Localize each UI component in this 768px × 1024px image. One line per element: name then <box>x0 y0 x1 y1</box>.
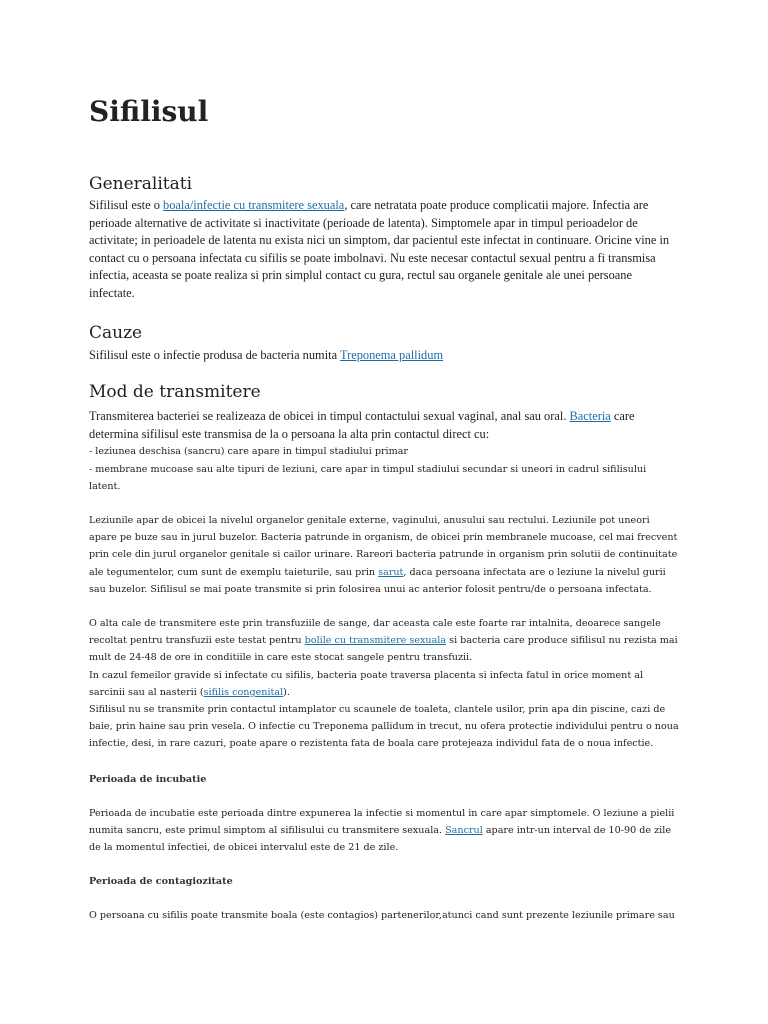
paragraph-nu-se-transmite: Sifilisul nu se transmite prin contactul intamplator cu scaunele de toaleta, clantele usilor, prin apa din piscine, cazi de baie, prin haine sau prin vesela. O infectie cu Treponema pallidum in trecut, nu ofera protectie individului pentru o noua infectie, desi, in rare cazuri, poate apare o rezistenta fata de boala care protejeaza individul fata de o noua infectie. <box>89 703 679 750</box>
paragraph-gravide <box>89 667 679 701</box>
text-run: In cazul femeilor gravide si infectate cu sifilis, bacteria poate traversa placenta si infecta fatul in orice moment al sarcinii sau al nasterii ( <box>89 669 644 698</box>
paragraph-cauze <box>89 347 679 365</box>
text-run: apare intr-un interval de 10-90 de zile de la momentul infectiei, de obicei intervalul este de 21 de zile. <box>89 824 671 853</box>
text-run: Perioada de incubatie este perioada dintre expunerea la infectie si momentul in care apar simptomele. O leziune a pielii numita sancru, este primul simptom al sifilisului cu transmitere sexuala. <box>89 807 675 836</box>
paragraph-transfuzii <box>89 615 679 667</box>
text-run: si bacteria care produce sifilisul nu rezista mai mult de 24-48 de ore in conditiile in care este stocat sangele pentru transfuzii. <box>89 635 678 664</box>
text-run: Leziunile apar de obicei la nivelul organelor genitale externe, vaginului, anusului sau rectului. Leziunile pot uneori apare pe buze sau in jurul buzelor. Bacteria patrunde in organism, de obicei prin membranele mucoase, cel mai frecvent prin cele din jurul organelor genitale si cailor urinare. Rareori bacteria patrunde in organism prin solutii de continuitate ale tegumentelor, cum sunt de exemplu taieturile, sau prin <box>89 514 678 578</box>
text-run: , care netratata poate produce complicatii majore. Infectia are perioade alternative de activitate si inactivitate (perioade de latenta). Simptomele apar in timpul perioadelor de activitate; in perioadele de latenta nu exista nici un simptom, dar pacientul este infectat in continuare. Oricine vine in contact cu o persoana infectata cu sifilis se poate imbolnavi. Nu este necesar contactul sexual pentru a fi transmisa infectia, aceasta se poate realiza si prin simplul contact cu gura, rectul sau organele genitale ale unei persoane infectate. <box>89 198 670 300</box>
paragraph-generalitati <box>89 197 679 303</box>
link-sifilis-congenital[interactable]: sifilis congenital <box>203 686 284 698</box>
section-heading-generalitati: Generalitati <box>89 174 193 194</box>
subheading-incubatie: Perioada de incubatie <box>89 773 207 785</box>
paragraph-incubatie <box>89 805 679 857</box>
link-sarut[interactable]: sarut <box>378 566 404 578</box>
paragraph-leziuni <box>89 512 679 598</box>
text-run: care determina sifilisul este transmisa de la o persoana la alta prin contactul direct cu: <box>89 409 635 441</box>
link-bolile-transmitere-sexuala[interactable]: bolile cu transmitere sexuala <box>304 635 447 647</box>
section-heading-mod-transmitere: Mod de transmitere <box>89 382 261 403</box>
link-sancrul[interactable]: Sancrul <box>445 824 483 836</box>
text-run: O alta cale de transmitere este prin transfuziile de sange, dar aceasta cale este foarte rar intalnita, deoarece sangele recoltat pentru transfuzii este testat pentru <box>89 617 661 647</box>
text-run: Sifilisul este o infectie produsa de bacteria numita <box>89 347 340 362</box>
page-title: Sifilisul <box>89 95 209 128</box>
section-heading-cauze: Cauze <box>89 322 143 343</box>
link-bacteria[interactable]: Bacteria <box>569 409 611 424</box>
paragraph-mod-intro <box>89 408 679 443</box>
link-boala-transmitere-sexuala[interactable]: boala/infectie cu transmitere sexuala <box>163 198 345 212</box>
text-run: , daca persoana infectata are o leziune la nivelul gurii sau buzelor. Sifilisul se mai poate transmite si prin folosirea unui ac anterior folosit pentru/de o persoana infectata. <box>89 566 666 595</box>
bullet-item: - membrane mucoase sau alte tipuri de leziuni, care apar in timpul stadiului secundar si uneori in cadrul sifilisului latent. <box>89 463 647 492</box>
text-run: ). <box>283 686 290 698</box>
text-run: Sifilisul este o <box>89 198 163 212</box>
subheading-contagiozitate: Perioada de contagiozitate <box>89 876 233 888</box>
paragraph-contagiozitate: O persoana cu sifilis poate transmite boala (este contagios) partenerilor,atunci cand sunt prezente leziunile primare sau <box>89 910 675 922</box>
text-run: Transmiterea bacteriei se realizeaza de obicei in timpul contactului sexual vaginal, anal sau oral. <box>89 409 570 424</box>
link-treponema-pallidum[interactable]: Treponema pallidum <box>339 347 444 362</box>
bullet-item: - leziunea deschisa (sancru) care apare in timpul stadiului primar <box>89 446 409 458</box>
